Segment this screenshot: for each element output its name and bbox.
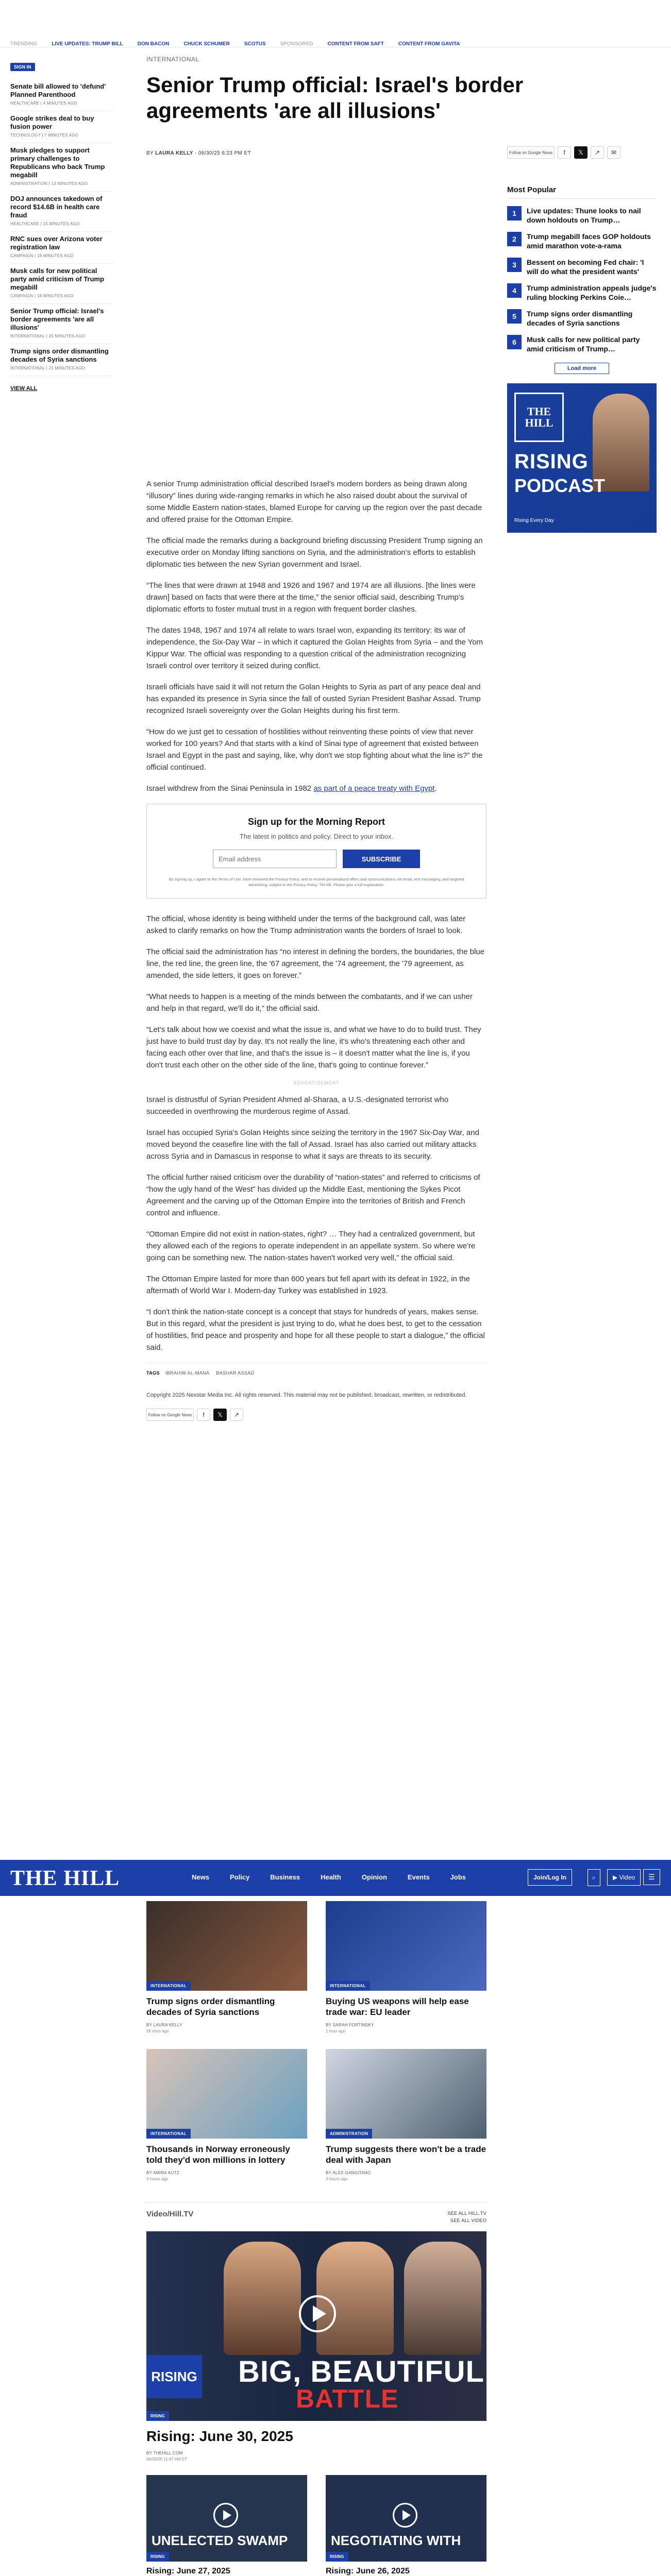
video-title[interactable]: Rising: June 30, 2025 — [146, 2428, 293, 2444]
paragraph — [146, 783, 487, 794]
article-body — [146, 478, 487, 1421]
see-all-hilltv-link[interactable]: SEE ALL HILL.TV — [447, 2211, 487, 2216]
paragraph: The official made the remarks during a background briefing discussing President Trump signing an executive order on Monday lifting sanctions on Syria, and the administration's efforts to establish diplomatic ties between the new Syrian government and Israel. — [146, 536, 483, 569]
nav-policy[interactable]: Policy — [229, 1873, 250, 1881]
rank-badge: 2 — [507, 232, 522, 246]
story-title[interactable]: Thousands in Norway erroneously told they'd won millions in lottery — [146, 2144, 290, 2165]
video-section-title: Video/Hill.TV — [146, 2210, 194, 2218]
news-title[interactable]: Senior Trump official: Israel's border agreements 'are all illusions' — [10, 307, 104, 331]
rank-badge: 3 — [507, 258, 522, 272]
share-bar — [507, 146, 620, 159]
paragraph-text: . — [434, 784, 437, 793]
category-badge[interactable]: INTERNATIONAL — [326, 1981, 370, 1991]
trending-link[interactable]: SCOTUS — [244, 41, 266, 47]
video-card[interactable] — [146, 2475, 307, 2576]
category-badge[interactable]: RISING — [326, 2552, 348, 2562]
news-meta: HEALTHCARE | 15 MINUTES AGO — [10, 222, 80, 226]
share-icon[interactable]: ↗ — [230, 1409, 243, 1421]
paragraph: Israel is distrustful of Syrian President Ahmed al-Sharaa, a U.S.-designated terrorist who succeeded in overthrowing the murderous regime of Assad. — [146, 1095, 449, 1116]
load-more-button[interactable]: Load more — [555, 363, 609, 374]
story-image[interactable] — [146, 1901, 307, 1991]
treaty-link[interactable]: as part of a peace treaty with Egypt — [313, 784, 435, 793]
story-title[interactable]: Buying US weapons will help ease trade war: EU leader — [326, 1996, 469, 2017]
list-item[interactable] — [10, 111, 113, 143]
video-button[interactable]: ▶ Video — [607, 1869, 641, 1886]
x-icon[interactable]: 𝕏 — [213, 1409, 227, 1421]
trending-row — [10, 41, 460, 48]
story-card[interactable] — [146, 1901, 307, 2033]
paragraph: “The lines that were drawn at 1948 and 1926 and 1967 and 1974 are all illusions. [the lines were drawn] based on facts that were there at the time,” the senior official said, describing Trump's diplomatic efforts to foster mutual trust in a region with frequent border clashes. — [146, 581, 476, 614]
paragraph-text: Israel withdrew from the Sinai Peninsula in 1982 — [146, 784, 314, 793]
view-all-link[interactable]: VIEW ALL — [10, 385, 38, 392]
paragraph: “Ottoman Empire did not exist in nation-states, right? … They had a centralized government, but they allowed each of the regions to operate independent in an appellate system. So where we're going can be something new. The nation-states haven't worked very well,” the official said. — [146, 1230, 476, 1262]
video-headline: BIG, BEAUTIFUL — [238, 2355, 484, 2388]
trending-link[interactable]: LIVE UPDATES: TRUMP BILL — [52, 41, 123, 47]
story-time: 3 hours ago — [146, 2177, 169, 2181]
byline-row — [146, 144, 617, 165]
video-caption: NEGOTIATING WITH — [331, 2533, 461, 2548]
sponsored-link[interactable]: CONTENT FROM GAVITA — [398, 41, 460, 47]
news-title[interactable]: Google strikes deal to buy fusion power — [10, 114, 94, 130]
tag-link[interactable]: BASHAR ASSAD — [216, 1370, 255, 1376]
video-card[interactable] — [326, 2475, 487, 2576]
paragraph: “How do we just get to cessation of hostilities without reinventing these points of view that never worked for 100 years? And that starts with a kind of Sinai type of agreement that existed between Israel and Egypt in the past and saying, like, why don't we stop fighting about what the line is?” the official continued. — [146, 727, 483, 772]
story-card[interactable] — [326, 1901, 487, 2033]
news-meta: CAMPAIGN | 18 MINUTES AGO — [10, 253, 74, 258]
category-badge[interactable]: INTERNATIONAL — [146, 2129, 191, 2139]
see-all-video-link[interactable]: SEE ALL VIDEO — [450, 2218, 487, 2223]
tag-link[interactable]: IBRAHIM AL-MANA — [165, 1370, 210, 1376]
video-caption: UNELECTED SWAMP — [152, 2533, 288, 2548]
email-field[interactable] — [213, 850, 337, 868]
latest-news-sidebar — [10, 62, 113, 392]
paragraph: Israeli officials have said it will not return the Golan Heights to Syria as part of any peace deal and has expanded its presence in Syria since the fall of ousted Syrian President Bashar Assad. Trump recognized Israeli sovereignty over the Golan Heights during his first term. — [146, 683, 481, 715]
subscribe-button[interactable]: SUBSCRIBE — [343, 850, 420, 868]
sign-in-button[interactable]: SIGN IN — [10, 63, 35, 71]
list-item[interactable] — [10, 143, 113, 192]
video-player-thumbnail[interactable] — [146, 2231, 487, 2421]
google-news-button[interactable]: Follow on Google News — [146, 1409, 194, 1421]
tags-label: TAGS — [146, 1370, 160, 1376]
newsletter-heading: Sign up for the Morning Report — [248, 817, 385, 827]
play-icon[interactable] — [393, 2503, 417, 2528]
latest-news-list — [10, 79, 113, 376]
paragraph: A senior Trump administration official described Israel's modern borders as being drawn along “illusory” lines during wide-ranging remarks in which he also raised doubt about the survival of some Middle Eastern nation-states, blamed Europe for carving up the region over the past decade and offered praise for the Ottoman Empire. — [146, 480, 482, 524]
byline: BY LAURA KELLY - 06/30/25 6:23 PM ET — [146, 150, 251, 156]
video-card-title[interactable]: Rising: June 26, 2025 — [326, 2567, 410, 2575]
paragraph: The Ottoman Empire lasted for more than 600 years but fell apart with its defeat in 1922, in the aftermath of World War I. Modern-day Turkey was established in 1923. — [146, 1275, 470, 1295]
video-face — [404, 2242, 481, 2355]
page-title: Senior Trump official: Israel's border agreements 'are all illusions' — [146, 73, 524, 123]
list-item[interactable] — [10, 79, 113, 111]
logo-line: HILL — [525, 416, 553, 429]
story-card[interactable] — [146, 2049, 307, 2181]
more-stories — [146, 1901, 487, 2576]
popular-item[interactable] — [507, 283, 657, 302]
popular-title[interactable]: Bessent on becoming Fed chair: 'I will do what the president wants' — [527, 258, 644, 276]
news-meta: INTERNATIONAL | 20 MINUTES AGO — [10, 334, 86, 338]
popular-item[interactable] — [507, 258, 657, 276]
news-meta: INTERNATIONAL | 21 MINUTES AGO — [10, 366, 86, 370]
story-image[interactable] — [326, 2049, 487, 2139]
x-icon[interactable]: 𝕏 — [574, 146, 588, 159]
hamburger-icon[interactable]: ☰ — [643, 1869, 660, 1885]
story-grid — [146, 1901, 487, 2181]
story-time: 3 hours ago — [326, 2177, 348, 2181]
sponsored-label: SPONSORED — [280, 41, 313, 47]
news-title[interactable]: Musk calls for new political party amid criticism of Trump megabill — [10, 267, 105, 291]
email-icon[interactable]: ✉ — [607, 146, 620, 159]
video-links — [447, 2210, 487, 2224]
popular-title[interactable]: Trump signs order dismantling decades of Syria sanctions — [527, 310, 633, 327]
video-section-header — [146, 2202, 487, 2224]
paragraph: “What needs to happen is a meeting of the minds between the combatants, and if we can usher and help in that regard, we'll do it,” the official said. — [146, 992, 473, 1013]
video-thumbnail[interactable] — [146, 2475, 307, 2562]
publish-date: 06/30/25 6:23 PM ET — [198, 150, 251, 156]
share-bar-bottom — [146, 1409, 487, 1421]
story-time: 1 hour ago — [326, 2029, 346, 2033]
video-grid — [146, 2475, 487, 2576]
most-popular-title: Most Popular — [507, 185, 657, 199]
logo-line: THE — [527, 405, 551, 418]
paragraph: The official, whose identity is being withheld under the terms of the background call, was later asked to clarify remarks on how the Trump administration wants the borders of Israel to look. — [146, 914, 466, 935]
nav-events[interactable]: Events — [407, 1873, 430, 1881]
video-label: Video — [619, 1874, 635, 1881]
newsletter-subheading: The latest in politics and policy. Direct to your inbox. — [239, 833, 394, 840]
category-badge[interactable]: ADMINISTRATION — [326, 2129, 372, 2139]
story-title[interactable]: Trump signs order dismantling decades of Syria sanctions — [146, 1996, 275, 2017]
trending-label: TRENDING — [10, 41, 38, 47]
video-time: 06/30/25 11:47 AM ET — [146, 2457, 188, 2462]
story-byline[interactable]: BY SARAH FORTINSKY — [326, 2023, 374, 2027]
nav-jobs[interactable]: Jobs — [450, 1873, 466, 1881]
promo-caption: Rising Every Day — [514, 518, 554, 523]
list-item[interactable] — [10, 344, 113, 376]
popular-title[interactable]: Trump megabill faces GOP holdouts amid marathon vote-a-rama — [527, 232, 651, 250]
list-item[interactable] — [10, 192, 113, 232]
list-item[interactable] — [10, 304, 113, 344]
category-badge[interactable]: RISING — [146, 2552, 169, 2562]
news-title[interactable]: RNC sues over Arizona voter registration law — [10, 235, 103, 251]
newsletter-form — [167, 850, 465, 868]
popular-title[interactable]: Live updates: Thune looks to nail down holdouts on Trump… — [527, 207, 641, 224]
author-link[interactable]: LAURA KELLY — [155, 150, 193, 156]
byline-prefix: BY — [146, 150, 154, 156]
video-thumbnail[interactable] — [326, 2475, 487, 2562]
sponsored-link[interactable]: CONTENT FROM SAFT — [327, 41, 384, 47]
trending-link[interactable]: DON BACON — [137, 41, 170, 47]
news-meta: ADMINISTRATION | 13 MINUTES AGO — [10, 181, 88, 186]
popular-item[interactable] — [507, 232, 657, 250]
popular-title[interactable]: Musk calls for new political party amid criticism of Trump… — [527, 335, 640, 353]
video-card-title[interactable]: Rising: June 27, 2025 — [146, 2567, 230, 2575]
paragraph: “I don't think the nation-state concept is a concept that stays for hundreds of years, makes sense. But in this regard, what the president is just trying to do, what he does best, to get to the cessation of hostilities, find peace and prosperity and hope for all these people to start a dialogue,” the official said. — [146, 1308, 485, 1352]
popular-title[interactable]: Trump administration appeals judge's ruling blocking Perkins Coie… — [527, 284, 657, 301]
rising-logo: RISING — [146, 2355, 202, 2398]
join-login-button[interactable]: Join/Log In — [528, 1869, 572, 1886]
paragraph: Israel has occupied Syria's Golan Heights since seizing the territory in the 1967 Six-Day War, and moved beyond the ceasefire line with the fall of Assad. Israel has also carried out military attacks across Syria and in Damascus in response to what it says are threats to its security. — [146, 1128, 479, 1161]
rank-badge: 4 — [507, 283, 522, 298]
video-face — [224, 2242, 301, 2355]
rising-podcast-promo[interactable] — [507, 383, 657, 533]
category-badge[interactable]: INTERNATIONAL — [146, 1981, 191, 1991]
site-logo[interactable]: THE HILL — [10, 1867, 120, 1890]
video-headline-accent: BATTLE — [296, 2384, 399, 2413]
article-header — [146, 56, 617, 156]
nav-news[interactable]: News — [192, 1873, 209, 1881]
news-meta: HEALTHCARE | 4 MINUTES AGO — [10, 101, 77, 106]
story-card[interactable] — [326, 2049, 487, 2181]
right-rail — [507, 185, 657, 533]
list-item[interactable] — [10, 264, 113, 304]
tags-row — [146, 1363, 487, 1376]
play-icon[interactable] — [213, 2503, 238, 2528]
copyright: Copyright 2025 Nexstar Media Inc. All rights reserved. This material may not be published, broadcast, rewritten, or redistributed. — [146, 1392, 467, 1398]
share-icon[interactable]: ↗ — [591, 146, 604, 159]
search-icon[interactable]: ⌕ — [588, 1869, 600, 1886]
paragraph: The official further raised criticism over the durability of “nation-states” and referred to criticisms of “how the ugly hand of the West” has divided up the Middle East, mentioning the Sykes Picot Agreement and the carving up of the Ottoman Empire into the territories of British and French control and influence. — [146, 1173, 480, 1217]
trending-link[interactable]: CHUCK SCHUMER — [183, 41, 230, 47]
play-icon[interactable] — [299, 2295, 336, 2332]
paragraph: “Let's talk about how we coexist and what the issue is, and what we have to do to build trust. They just have to build trust day by day. It's not really the line, it's who's threatening each other and facing each other over that line, and that's the issue is – it doesn't matter what the line is, if you don't trust each other on the other side of the line, that's going to continue forever.” — [146, 1025, 481, 1070]
facebook-icon[interactable]: f — [197, 1409, 210, 1421]
rank-badge: 5 — [507, 309, 522, 324]
news-title[interactable]: Senate bill allowed to 'defund' Planned Parenthood — [10, 82, 106, 98]
newsletter-box — [146, 804, 487, 899]
google-news-button[interactable]: Follow on Google News — [507, 146, 555, 159]
news-meta: TECHNOLOGY | 7 MINUTES AGO — [10, 133, 79, 138]
trending-bar — [0, 0, 671, 47]
nav-opinion[interactable]: Opinion — [361, 1873, 387, 1881]
paragraph: The dates 1948, 1967 and 1974 all relate to wars Israel won, expanding its territory: its war of independence, the Six-Day War – in which it captured the Golan Heights from Syria – and the Yom Kippur War. The official was responding to a question critical of the administration recognizing Israeli control over territory it seized during conflict. — [146, 626, 483, 670]
news-title[interactable]: Musk pledges to support primary challenges to Republicans who back Trump megabill — [10, 146, 105, 179]
newsletter-legal: By signing up, I agree to the Terms of Use, have reviewed the Privacy Policy, and to receive personalized offers and communications via email, text messaging, and targeted advertising, subject to the Privacy Policy. TM Hill. Please give a full explanation. — [169, 877, 464, 887]
rank-badge: 1 — [507, 206, 522, 221]
nav-health[interactable]: Health — [321, 1873, 341, 1881]
list-item[interactable] — [10, 232, 113, 264]
story-image[interactable] — [146, 2049, 307, 2139]
video-byline[interactable]: BY THEHILL.COM — [146, 2451, 183, 2455]
rank-badge: 6 — [507, 335, 522, 349]
popular-item[interactable] — [507, 335, 657, 353]
the-hill-logo — [514, 393, 564, 442]
news-title[interactable]: Trump signs order dismantling decades of Syria sanctions — [10, 347, 109, 363]
popular-item[interactable] — [507, 309, 657, 328]
story-title[interactable]: Trump suggests there won't be a trade deal with Japan — [326, 2144, 487, 2165]
ad-label: ADVERTISEMENT — [293, 1080, 340, 1086]
category-badge[interactable]: RISING — [146, 2411, 169, 2421]
promo-rising: RISING — [514, 450, 589, 473]
story-image[interactable] — [326, 1901, 487, 1991]
story-time: 56 mins ago — [146, 2029, 169, 2033]
news-meta: CAMPAIGN | 18 MINUTES AGO — [10, 294, 74, 298]
section-kicker[interactable]: INTERNATIONAL — [146, 56, 199, 63]
promo-podcast: PODCAST — [514, 475, 606, 496]
popular-item[interactable] — [507, 206, 657, 225]
main-nav — [192, 1873, 466, 1881]
paragraph: The official said the administration has “no interest in defining the borders, the boundaries, the blue line, the red line, the green line, the '67 agreement, the '74 agreement, the '79 agreement, as amended, the side letters, it goes on forever.” — [146, 947, 484, 980]
site-nav-band — [0, 1860, 671, 1896]
nav-business[interactable]: Business — [270, 1873, 300, 1881]
facebook-icon[interactable]: f — [558, 146, 571, 159]
story-byline[interactable]: BY AMIRA KUTZ — [146, 2171, 180, 2175]
news-title[interactable]: DOJ announces takedown of record $14.6B in health care fraud — [10, 195, 103, 219]
story-byline[interactable]: BY ALEX GANGITANO — [326, 2171, 371, 2175]
story-byline[interactable]: BY LAURA KELLY — [146, 2023, 182, 2027]
